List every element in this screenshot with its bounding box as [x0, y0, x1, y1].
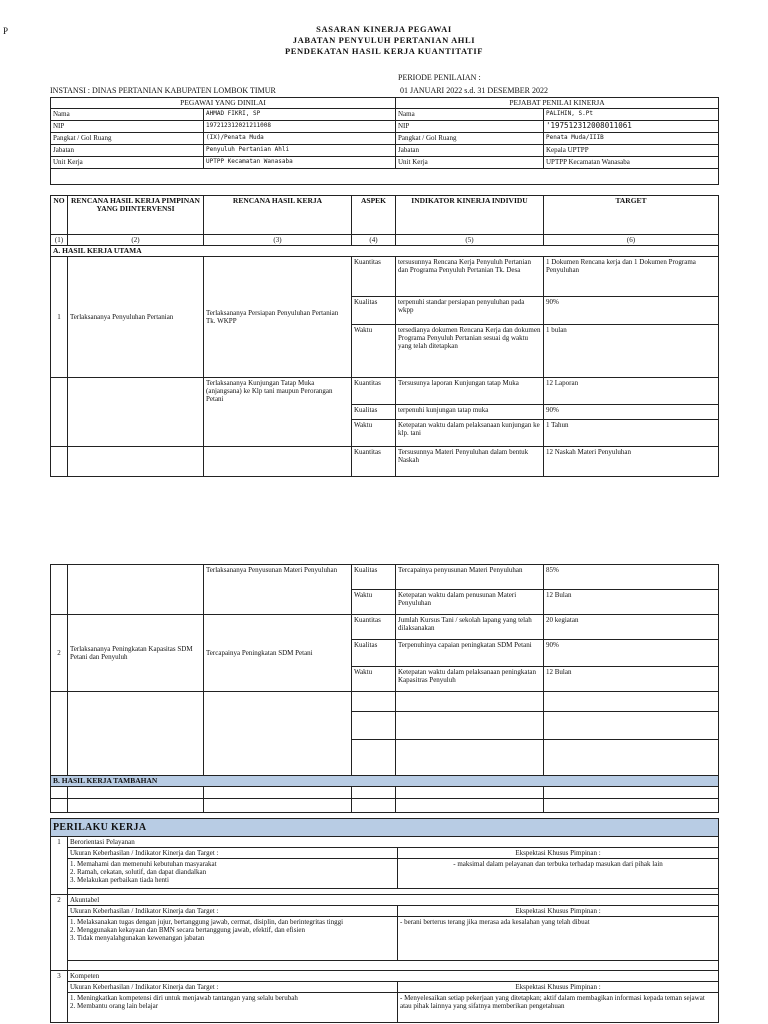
col-header-rhk: RENCANA HASIL KERJA	[204, 196, 352, 235]
aspek-cell: Waktu	[352, 325, 396, 378]
id-label: Nama	[51, 109, 204, 121]
id-value: (IX)/Penata Muda	[204, 133, 396, 145]
id-label: Jabatan	[51, 145, 204, 157]
indikator-cell: Tercapainya penyusunan Materi Penyuluhan	[396, 565, 544, 590]
identity-table	[50, 97, 719, 185]
row-number: 1	[51, 257, 68, 378]
col-header-no: NO	[51, 196, 68, 235]
empty-cell	[68, 378, 204, 447]
indikator-cell: Ketepatan waktu dalam pelaksanaan peningkatan Kapasitras Penyuluh	[396, 667, 544, 692]
empty-cell	[352, 712, 396, 740]
indikator-cell: Ketepatan waktu dalam pelaksanaan kunjungan ke klp. tani	[396, 420, 544, 447]
id-value: UPTPP Kecamatan Wanasaba	[204, 157, 396, 169]
page-one	[0, 0, 768, 484]
rhk-cell: Terlaksananya Kunjungan Tatap Muka (anjangsana) ke Klp tani maupun Perorangan Petani	[204, 378, 352, 447]
id-value: '197512312008011061	[544, 121, 719, 133]
empty-cell	[352, 787, 396, 799]
empty-cell	[204, 787, 352, 799]
empty-cell	[396, 787, 544, 799]
spacer-row	[68, 961, 719, 971]
page-gap	[0, 484, 768, 564]
rhk-pimpinan-cell: Terlaksananya Peningkatan Kapasitas SDM Petani dan Penyuluh	[68, 615, 204, 692]
id-value: Penata Muda/IIIB	[544, 133, 719, 145]
perilaku-number: 1	[51, 837, 68, 895]
ukuran-list	[68, 917, 398, 961]
perilaku-number: 3	[51, 971, 68, 1023]
col-number: (6)	[544, 235, 719, 246]
id-value: Penyuluh Pertanian Ahli	[204, 145, 396, 157]
empty-cell	[544, 712, 719, 740]
empty-cell	[51, 799, 68, 813]
target-cell: 12 Bulan	[544, 590, 719, 615]
id-value: UPTPP Kecamatan Wanasaba	[544, 157, 719, 169]
rhk-pimpinan-cell: Terlaksananya Penyuluhan Pertanian	[68, 257, 204, 378]
spacer-row	[51, 169, 719, 185]
id-value: 197212312021211008	[204, 121, 396, 133]
col-header-indikator: INDIKATOR KINERJA INDIVIDU	[396, 196, 544, 235]
empty-cell	[396, 799, 544, 813]
id-label: NIP	[51, 121, 204, 133]
empty-cell	[544, 692, 719, 712]
perilaku-title: PERILAKU KERJA	[51, 819, 719, 837]
empty-cell	[204, 692, 352, 776]
instansi-label: INSTANSI : DINAS PERTANIAN KABUPATEN LOMBOK TIMUR	[50, 86, 276, 95]
section-b-label: B. HASIL KERJA TAMBAHAN	[51, 776, 719, 787]
page-two	[0, 564, 768, 1024]
aspek-cell: Waktu	[352, 590, 396, 615]
empty-cell	[51, 565, 68, 615]
main-table-page-one	[50, 195, 719, 477]
ekspektasi-label: Ekspektasi Khusus Pimpinan :	[398, 982, 719, 993]
empty-cell	[204, 799, 352, 813]
aspek-cell: Kuantitas	[352, 447, 396, 477]
ukuran-item: 1. Meningkatkan kompetensi diri untuk menjawab tantangan yang selalu berubah	[70, 994, 298, 1002]
empty-cell	[352, 740, 396, 776]
aspek-cell: Kualitas	[352, 297, 396, 325]
empty-cell	[396, 712, 544, 740]
col-header-rhk-pimpinan: RENCANA HASIL KERJA PIMPINAN YANG DIINTERVENSI	[68, 196, 204, 235]
id-label: NIP	[396, 121, 544, 133]
perilaku-name: Akuntabel	[68, 895, 719, 906]
id-label: Unit Kerja	[396, 157, 544, 169]
empty-cell	[544, 740, 719, 776]
section-a-label: A. HASIL KERJA UTAMA	[51, 246, 719, 257]
target-cell: 90%	[544, 405, 719, 420]
aspek-cell: Kuantitas	[352, 257, 396, 297]
indikator-cell: Jumlah Kursus Tani / sekolah lapang yang telah dilaksanakan	[396, 615, 544, 640]
target-cell: 1 Tahun	[544, 420, 719, 447]
perilaku-name: Kompeten	[68, 971, 719, 982]
empty-cell	[352, 799, 396, 813]
ekspektasi-text: - maksimal dalam pelayanan dan terbuka terhadap masukan dari pihak lain	[398, 859, 719, 889]
ukuran-label: Ukuran Keberhasilan / Indikator Kinerja dan Target :	[68, 982, 398, 993]
empty-cell	[68, 787, 204, 799]
ukuran-list	[68, 859, 398, 889]
aspek-cell: Kualitas	[352, 565, 396, 590]
aspek-cell: Kualitas	[352, 405, 396, 420]
indikator-cell: terpenuhi standar persiapan penyuluhan pada wkpp	[396, 297, 544, 325]
target-cell: 90%	[544, 640, 719, 667]
ukuran-label: Ukuran Keberhasilan / Indikator Kinerja dan Target :	[68, 848, 398, 859]
title-line-1: SASARAN KINERJA PEGAWAI	[316, 24, 452, 34]
empty-cell	[396, 740, 544, 776]
pegawai-title: PEGAWAI YANG DINILAI	[51, 98, 396, 109]
ukuran-item: 2. Menggunakan kekayaan dan BMN secara bertanggung jawab, efektif, dan efisien	[70, 926, 305, 934]
empty-cell	[68, 447, 204, 477]
title-line-3: PENDEKATAN HASIL KERJA KUANTITATIF	[284, 46, 484, 56]
indikator-cell: Tersusunnya Materi Penyuluhan dalam bentuk Naskah	[396, 447, 544, 477]
empty-cell	[544, 799, 719, 813]
target-cell: 12 Laporan	[544, 378, 719, 405]
empty-cell	[68, 692, 204, 776]
target-cell: 1 Dokumen Rencana kerja dan 1 Dokumen Programa Penyuluhan	[544, 257, 719, 297]
id-value: AHMAD FIKRI, SP	[204, 109, 396, 121]
aspek-cell: Kualitas	[352, 640, 396, 667]
id-value: PALIHIN, S.Pt	[544, 109, 719, 121]
rhk-cell: Tercapainya Peningkatan SDM Petani	[204, 615, 352, 692]
row-number: 2	[51, 615, 68, 692]
col-header-aspek: ASPEK	[352, 196, 396, 235]
rhk-cell: Terlaksananya Persiapan Penyuluhan Pertanian Tk. WKPP	[204, 257, 352, 378]
empty-cell	[396, 692, 544, 712]
target-cell: 85%	[544, 565, 719, 590]
empty-cell	[204, 447, 352, 477]
col-number: (1)	[51, 235, 68, 246]
aspek-cell: Waktu	[352, 420, 396, 447]
col-number: (2)	[68, 235, 204, 246]
id-label: Pangkat / Gol Ruang	[51, 133, 204, 145]
ukuran-item: 3. Tidak menyalahgunakan kewenangan jabatan	[70, 934, 205, 942]
target-cell: 12 Bulan	[544, 667, 719, 692]
aspek-cell: Kuantitas	[352, 378, 396, 405]
target-cell: 90%	[544, 297, 719, 325]
ukuran-label: Ukuran Keberhasilan / Indikator Kinerja dan Target :	[68, 906, 398, 917]
ukuran-item: 1. Memahami dan memenuhi kebutuhan masyarakat	[70, 860, 217, 868]
ukuran-item: 1. Melaksanakan tugas dengan jujur, bertanggung jawab, cermat, disiplin, dan berintegritas tinggi	[70, 918, 344, 926]
indikator-cell: tersedianya dokumen Rencana Kerja dan dokumen Programa Penyuluh Pertanian sesuai dg waktu yang telah ditetapkan	[396, 325, 544, 378]
ekspektasi-label: Ekspektasi Khusus Pimpinan :	[398, 848, 719, 859]
id-label: Unit Kerja	[51, 157, 204, 169]
indikator-cell: Terpenuhinya capaian peningkatan SDM Petani	[396, 640, 544, 667]
indikator-cell: Ketepatan waktu dalam penusunan Materi Penyuluhan	[396, 590, 544, 615]
indikator-cell: tersusunnya Rencana Kerja Penyuluh Pertanian dan Programa Penyuluh Pertanian Tk. Desa	[396, 257, 544, 297]
target-cell: 20 kegiatan	[544, 615, 719, 640]
ekspektasi-text: - Menyelesaikan setiap pekerjaan yang ditetapkan; aktif dalam membagikan informasi kepada teman sejawat atau pihak lainnya yang sifatnya memberikan pengetahuan	[398, 993, 719, 1023]
id-label: Jabatan	[396, 145, 544, 157]
ukuran-item: 2. Ramah, cekatan, solutif, dan dapat diandalkan	[70, 868, 207, 876]
empty-cell	[51, 692, 68, 776]
empty-cell	[51, 787, 68, 799]
target-cell: 12 Naskah Materi Penyuluhan	[544, 447, 719, 477]
perilaku-number: 2	[51, 895, 68, 971]
pejabat-title: PEJABAT PENILAI KINERJA	[396, 98, 719, 109]
empty-cell	[51, 447, 68, 477]
empty-cell	[68, 565, 204, 615]
indikator-cell: terpenuhi kunjungan tatap muka	[396, 405, 544, 420]
title-line-2: JABATAN PENYULUH PERTANIAN AHLI	[292, 35, 476, 45]
main-table-page-two	[50, 564, 719, 813]
aspek-cell: Waktu	[352, 667, 396, 692]
target-cell: 1 bulan	[544, 325, 719, 378]
id-label: Pangkat / Gol Ruang	[396, 133, 544, 145]
id-value: Kepala UPTPP	[544, 145, 719, 157]
ukuran-item: 3. Melakukan perbaikan tiada henti	[70, 876, 169, 884]
empty-cell	[68, 799, 204, 813]
ekspektasi-text: - berani berterus terang jika merasa ada kesalahan yang telah dibuat	[398, 917, 719, 961]
col-number: (4)	[352, 235, 396, 246]
corner-mark: P	[3, 26, 9, 36]
col-number: (5)	[396, 235, 544, 246]
ukuran-list	[68, 993, 398, 1023]
col-header-target: TARGET	[544, 196, 719, 235]
indikator-cell: Tersusunya laporan Kunjungan tatap Muka	[396, 378, 544, 405]
col-number: (3)	[204, 235, 352, 246]
id-label: Nama	[396, 109, 544, 121]
perilaku-name: Berorientasi Pelayanan	[68, 837, 719, 848]
periode-label: PERIODE PENILAIAN :	[398, 73, 481, 82]
rhk-cell: Terlaksananya Penyusunan Materi Penyuluhan	[204, 565, 352, 615]
empty-cell	[352, 692, 396, 712]
aspek-cell: Kuantitas	[352, 615, 396, 640]
perilaku-table	[50, 818, 719, 1023]
ekspektasi-label: Ekspektasi Khusus Pimpinan :	[398, 906, 719, 917]
empty-cell	[51, 378, 68, 447]
periode-value: 01 JANUARI 2022 s.d. 31 DESEMBER 2022	[400, 86, 549, 95]
empty-cell	[544, 787, 719, 799]
ukuran-item: 2. Membantu orang lain belajar	[70, 1002, 159, 1010]
